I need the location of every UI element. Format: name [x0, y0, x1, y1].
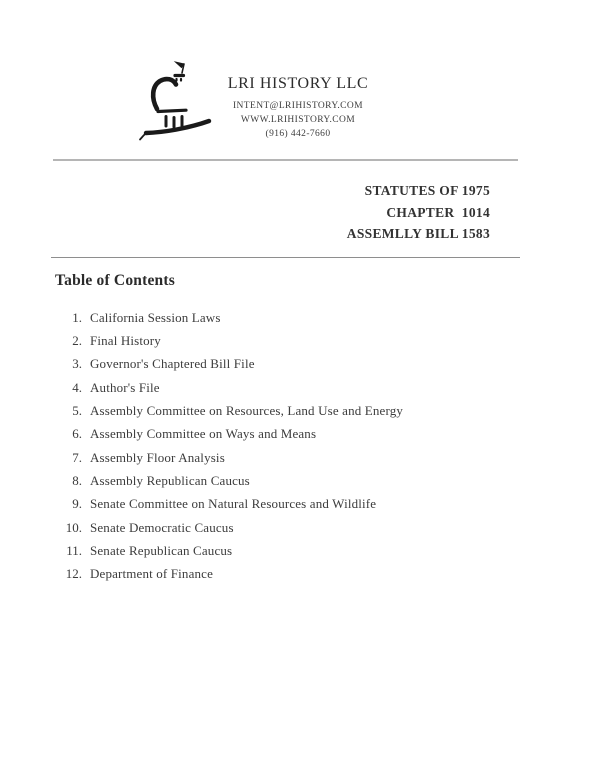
- toc-item-number: 10.: [65, 519, 82, 535]
- toc-item-number: 9.: [72, 496, 82, 512]
- toc-item: [55, 306, 403, 329]
- toc-item: [55, 493, 403, 516]
- toc-item: [55, 376, 403, 399]
- toc-item-label: Senate Committee on Natural Resources and Wildlife: [90, 496, 377, 512]
- toc-item-number: 3.: [72, 356, 82, 372]
- toc-item: [55, 353, 403, 376]
- toc-list: [55, 306, 403, 586]
- toc-item-number: 11.: [66, 543, 82, 559]
- company-name: LRI HISTORY LLC: [227, 75, 369, 92]
- toc-item-label: Senate Democratic Caucus: [90, 519, 234, 535]
- toc-item-label: Final History: [90, 333, 161, 349]
- toc-item-number: 1.: [72, 309, 82, 325]
- toc-item-label: Assembly Committee on Resources, Land Use and Energy: [90, 403, 404, 419]
- toc-item: [55, 329, 403, 352]
- email-text: INTENT@LRIHISTORY.COM: [232, 101, 363, 111]
- toc-item-number: 4.: [72, 379, 82, 395]
- toc-heading: Table of Contents: [55, 272, 175, 289]
- toc-item-number: 7.: [72, 449, 82, 465]
- toc-item-label: Governor's Chaptered Bill File: [90, 356, 255, 372]
- toc-item: [55, 469, 403, 492]
- toc-item: [55, 563, 403, 586]
- chapter-line: CHAPTER 1014: [386, 204, 490, 220]
- statutes-line: STATUTES OF 1975: [364, 183, 490, 198]
- toc-item: [55, 399, 403, 422]
- toc-item: [55, 423, 403, 446]
- toc-item-label: California Session Laws: [90, 309, 221, 325]
- toc-item-label: Assembly Floor Analysis: [90, 449, 225, 465]
- letterhead: [198, 74, 398, 141]
- toc-item: [55, 516, 403, 539]
- assembly-bill-line: ASSEMLLY BILL 1583: [346, 226, 490, 241]
- toc-item-number: 12.: [65, 566, 82, 582]
- bill-reference-block: [347, 180, 490, 245]
- horizontal-rule-bottom: [51, 257, 520, 258]
- toc-item-label: Author's File: [90, 379, 160, 395]
- toc-item-number: 6.: [72, 426, 82, 442]
- toc-item-label: Department of Finance: [90, 566, 213, 582]
- toc-item-number: 2.: [72, 333, 82, 349]
- toc-item-label: Senate Republican Caucus: [90, 543, 233, 559]
- toc-item: [55, 539, 403, 562]
- toc-item-number: 8.: [72, 473, 82, 489]
- toc-item-label: Assembly Committee on Ways and Means: [90, 426, 317, 442]
- toc-item-label: Assembly Republican Caucus: [90, 473, 250, 489]
- toc-item: [55, 446, 403, 469]
- toc-item-number: 5.: [72, 403, 82, 419]
- phone-text: (916) 442-7660: [265, 129, 331, 139]
- horizontal-rule-top: [53, 159, 518, 161]
- website-text: WWW.LRIHISTORY.COM: [240, 115, 356, 125]
